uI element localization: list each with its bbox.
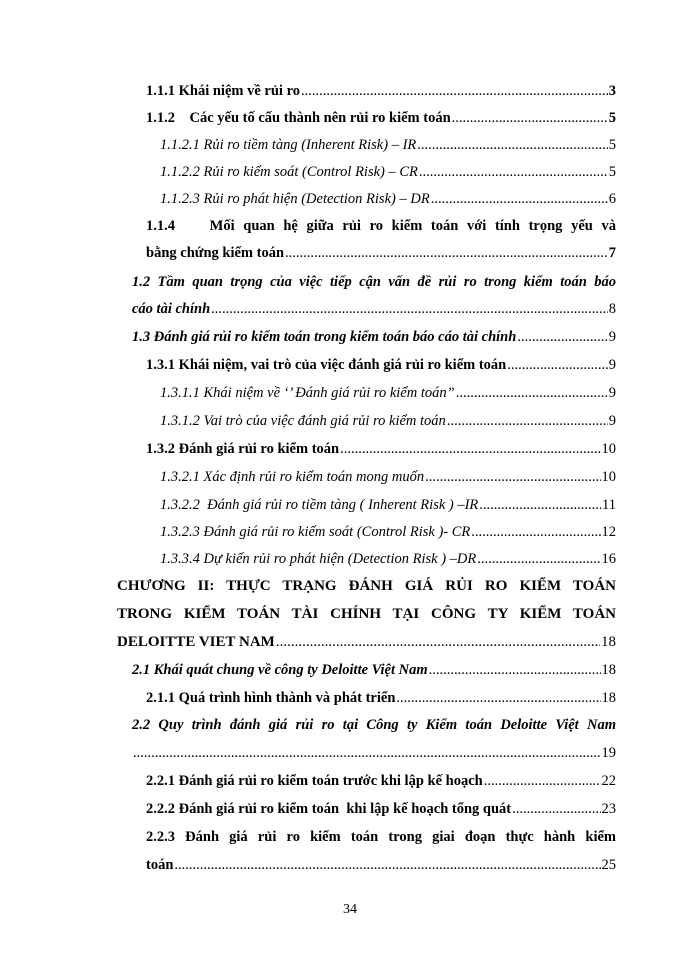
toc-entry-title: 1.3.3.4 Dự kiến rủi ro phát hiện (Detection Risk ) –DR — [160, 551, 477, 567]
dot-leader — [429, 660, 601, 680]
dot-leader — [479, 495, 601, 515]
dot-leader — [517, 327, 607, 347]
toc-entry-1-2-line2 — [132, 299, 616, 319]
toc-entry-title: 2.2.1 Đánh giá rủi ro kiểm toán trước khi lập kế hoạch — [146, 773, 483, 789]
toc-entry-page: 16 — [601, 551, 616, 567]
toc-entry-page: 7 — [608, 245, 616, 261]
toc-entry-1-3-2-3 — [160, 522, 616, 542]
dot-leader — [425, 467, 600, 487]
dot-leader — [301, 81, 608, 101]
toc-chapter-2-line2: TRONG KIỂM TOÁN TÀI CHÍNH TẠI CÔNG TY KIỂM TOÁN — [117, 606, 616, 622]
dot-leader — [417, 135, 608, 155]
dot-leader — [456, 383, 608, 403]
toc-entry-page: 9 — [608, 413, 616, 429]
toc-entry-page: 5 — [608, 110, 616, 126]
toc-entry-title: 1.1.2.2 Rủi ro kiểm soát (Control Risk) – CR — [160, 164, 418, 180]
dot-leader — [512, 799, 600, 819]
toc-entry-1-1-2 — [146, 108, 616, 128]
toc-entry-title: 1.3.2 Đánh giá rủi ro kiểm toán — [146, 441, 340, 457]
toc-entry-page: 9 — [608, 329, 616, 345]
dot-leader — [419, 162, 608, 182]
toc-entry-page: 5 — [608, 164, 616, 180]
toc-entry-page: 8 — [608, 301, 616, 317]
dot-leader — [484, 771, 601, 791]
toc-chapter-2-line1: CHƯƠNG II: THỰC TRẠNG ĐÁNH GIÁ RỦI RO KIỂM TOÁN — [117, 578, 616, 594]
toc-entry-1-1-2-1 — [160, 135, 616, 155]
toc-entry-title: 1.1.2.3 Rủi ro phát hiện (Detection Risk) – DR — [160, 191, 430, 207]
toc-entry-page: 6 — [608, 191, 616, 207]
toc-entry-title: 2.1 Khái quát chung về công ty Deloitte Việt Nam — [132, 662, 428, 678]
toc-entry-title: 1.3.2.2 Đánh giá rủi ro tiềm tàng ( Inherent Risk ) –IR — [160, 497, 479, 513]
toc-entry-page: 9 — [608, 357, 616, 373]
toc-entry-page: 12 — [601, 524, 616, 540]
toc-entry-page: 19 — [601, 745, 616, 761]
toc-entry-page: 18 — [601, 634, 616, 650]
toc-entry-page: 25 — [601, 857, 616, 873]
toc-entry-page: 18 — [601, 662, 616, 678]
dot-leader — [285, 243, 608, 263]
toc-entry-2-2-line2 — [132, 743, 616, 763]
toc-entry-page: 9 — [608, 385, 616, 401]
toc-entry-page: 23 — [601, 801, 616, 817]
toc-entry-1-1-4-line2 — [146, 243, 616, 263]
dot-leader — [452, 108, 608, 128]
toc-entry-1-3-3-4 — [160, 549, 616, 569]
dot-leader — [471, 522, 600, 542]
toc-entry-title: 2.1.1 Quá trình hình thành và phát triển — [146, 690, 396, 706]
toc-entry-1-3-1-2 — [160, 411, 616, 431]
toc-entry-page: 3 — [608, 83, 616, 99]
toc-entry-title: 1.3.2.1 Xác định rủi ro kiểm toán mong muốn — [160, 469, 425, 485]
toc-entry-title: 1.3.1.1 Khái niệm về ‘’ Đánh giá rủi ro kiểm toán” — [160, 385, 455, 401]
toc-entry-title: 1.1.2 Các yếu tố cấu thành nên rủi ro kiểm toán — [146, 110, 451, 126]
toc-entry-2-1-1 — [146, 688, 616, 708]
toc-entry-page: 11 — [602, 497, 616, 513]
dot-leader — [276, 632, 600, 652]
dot-leader — [133, 743, 601, 763]
toc-entry-1-1-1 — [146, 81, 616, 101]
toc-entry-1-3-1-1 — [160, 383, 616, 403]
toc-entry-1-2-line1: 1.2 Tầm quan trọng của việc tiếp cận vấn đề rủi ro trong kiểm toán báo — [132, 274, 616, 290]
toc-entry-page: 22 — [601, 773, 616, 789]
toc-entry-title: 1.3.1.2 Vai trò của việc đánh giá rủi ro kiểm toán — [160, 413, 446, 429]
toc-entry-1-3-2-2 — [160, 495, 616, 515]
toc-entry-1-3-1 — [146, 355, 616, 375]
toc-entry-page: 10 — [601, 441, 616, 457]
toc-entry-1-3 — [132, 327, 616, 347]
toc-entry-title: 2.2.2 Đánh giá rủi ro kiểm toán khi lập kế hoạch tổng quát — [146, 801, 512, 817]
toc-entry-2-2-1 — [146, 771, 616, 791]
toc-entry-page: 10 — [601, 469, 616, 485]
toc-entry-title: 1.3.2.3 Đánh giá rủi ro kiểm soát (Control Risk )- CR — [160, 524, 471, 540]
toc-entry-title: 1.3 Đánh giá rủi ro kiểm toán trong kiểm toán báo cáo tài chính — [132, 329, 517, 345]
toc-entry-2-2-2 — [146, 799, 616, 819]
toc-entry-page: 18 — [601, 690, 616, 706]
toc-entry-title: 1.3.1 Khái niệm, vai trò của việc đánh giá rủi ro kiểm toán — [146, 357, 507, 373]
toc-entry-title: 1.1.2.1 Rủi ro tiềm tàng (Inherent Risk) – IR — [160, 137, 417, 153]
toc-entry-1-1-2-2 — [160, 162, 616, 182]
toc-entry-page: 5 — [608, 137, 616, 153]
toc-entry-2-2-3-line1: 2.2.3 Đánh giá rủi ro kiểm toán trong giai đoạn thực hành kiểm — [146, 829, 616, 845]
toc-entry-1-1-4-line1: 1.1.4 Mối quan hệ giữa rủi ro kiểm toán với tính trọng yếu và — [146, 218, 616, 234]
toc-chapter-2-line3 — [117, 632, 616, 652]
dot-leader — [211, 299, 608, 319]
toc-entry-title: DELOITTE VIET NAM — [117, 634, 275, 650]
toc-entry-title: bằng chứng kiểm toán — [146, 245, 285, 261]
toc-entry-2-1 — [132, 660, 616, 680]
dot-leader — [396, 688, 600, 708]
dot-leader — [477, 549, 600, 569]
dot-leader — [174, 855, 600, 875]
toc-entry-1-1-2-3 — [160, 189, 616, 209]
toc-entry-1-3-2-1 — [160, 467, 616, 487]
dot-leader — [447, 411, 608, 431]
toc-entry-2-2-line1: 2.2 Quy trình đánh giá rủi ro tại Công ty Kiểm toán Deloitte Việt Nam — [132, 717, 616, 733]
toc-entry-2-2-3-line2 — [146, 855, 616, 875]
toc-entry-title: toán — [146, 857, 174, 873]
toc-entry-1-3-2 — [146, 439, 616, 459]
toc-entry-title: 1.1.1 Khái niệm về rủi ro — [146, 83, 300, 99]
toc-entry-title: cáo tài chính — [132, 301, 211, 317]
dot-leader — [340, 439, 600, 459]
dot-leader — [431, 189, 608, 209]
page-number: 34 — [343, 902, 357, 917]
dot-leader — [507, 355, 608, 375]
